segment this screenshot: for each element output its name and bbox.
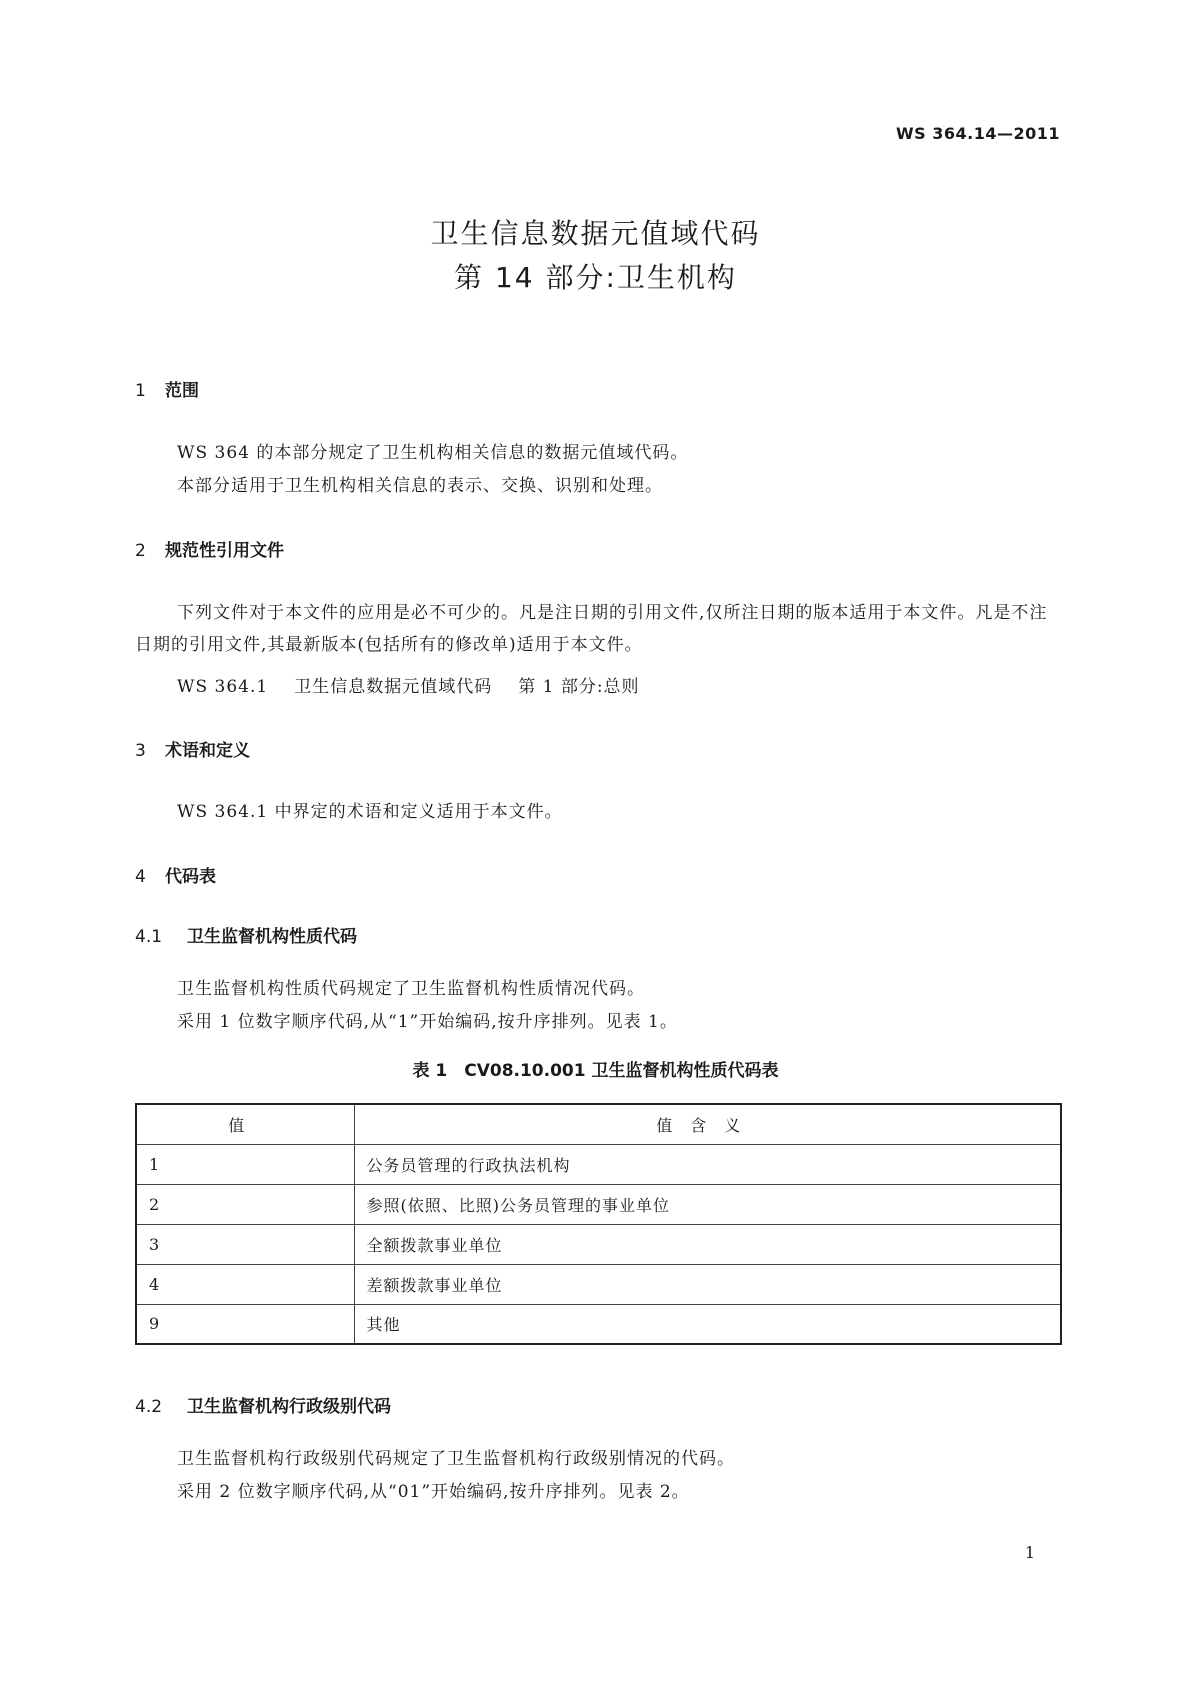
table-row xyxy=(136,1224,1061,1264)
table-row xyxy=(136,1144,1061,1184)
cell-value: 2 xyxy=(136,1184,354,1224)
table-row xyxy=(136,1304,1061,1344)
table-row xyxy=(136,1184,1061,1224)
reference-title: 卫生信息数据元值域代码 xyxy=(294,677,493,697)
section-number: 4 xyxy=(135,867,146,887)
section-2-paragraph-1: 下列文件对于本文件的应用是必不可少的。凡是注日期的引用文件,仅所注日期的版本适用于本文件。凡是不注日期的引用文件,其最新版本(包括所有的修改单)适用于本文件。 xyxy=(135,603,1048,655)
section-1-paragraph-1: WS 364 的本部分规定了卫生机构相关信息的数据元值域代码。 xyxy=(177,443,689,463)
section-1-paragraph-2: 本部分适用于卫生机构相关信息的表示、交换、识别和处理。 xyxy=(177,476,663,496)
section-1-heading xyxy=(135,376,199,401)
cell-meaning: 全额拨款事业单位 xyxy=(354,1224,1061,1264)
section-2-heading xyxy=(135,536,284,561)
section-4-heading xyxy=(135,862,216,887)
subsection-4-1-heading xyxy=(135,922,357,947)
cell-meaning: 差额拨款事业单位 xyxy=(354,1264,1061,1304)
section-title: 范围 xyxy=(165,381,199,401)
normative-reference xyxy=(177,672,640,697)
section-number: 2 xyxy=(135,541,146,561)
subsection-4-2-paragraph-1: 卫生监督机构行政级别代码规定了卫生监督机构行政级别情况的代码。 xyxy=(177,1449,735,1469)
cell-value: 3 xyxy=(136,1224,354,1264)
subsection-title: 卫生监督机构行政级别代码 xyxy=(187,1397,391,1417)
section-title: 代码表 xyxy=(165,867,216,887)
subsection-number: 4.2 xyxy=(135,1397,163,1417)
reference-code: WS 364.1 xyxy=(177,677,269,697)
cell-value: 1 xyxy=(136,1144,354,1184)
table-header-row xyxy=(136,1104,1061,1144)
subsection-title: 卫生监督机构性质代码 xyxy=(187,927,357,947)
cell-meaning: 参照(依照、比照)公务员管理的事业单位 xyxy=(354,1184,1061,1224)
section-number: 3 xyxy=(135,741,146,761)
cell-meaning: 公务员管理的行政执法机构 xyxy=(354,1144,1061,1184)
subsection-number: 4.1 xyxy=(135,927,163,947)
table-1 xyxy=(135,1103,1062,1345)
document-title-line1: 卫生信息数据元值域代码 xyxy=(430,217,761,250)
cell-meaning: 其他 xyxy=(354,1304,1061,1344)
cell-value: 9 xyxy=(136,1304,354,1344)
table-row xyxy=(136,1264,1061,1304)
cell-value: 4 xyxy=(136,1264,354,1304)
subsection-4-2-heading xyxy=(135,1392,391,1417)
page-number: 1 xyxy=(1024,1543,1035,1562)
column-header-value: 值 xyxy=(136,1104,354,1144)
table-1-caption: 表 1 CV08.10.001 卫生监督机构性质代码表 xyxy=(412,1061,779,1081)
section-number: 1 xyxy=(135,381,146,401)
column-header-meaning: 值含义 xyxy=(354,1104,1061,1144)
section-3-paragraph-1: WS 364.1 中界定的术语和定义适用于本文件。 xyxy=(177,802,563,822)
subsection-4-1-paragraph-2: 采用 1 位数字顺序代码,从“1”开始编码,按升序排列。见表 1。 xyxy=(177,1012,678,1032)
subsection-4-1-paragraph-1: 卫生监督机构性质代码规定了卫生监督机构性质情况代码。 xyxy=(177,979,645,999)
section-title: 术语和定义 xyxy=(165,741,250,761)
standard-number: WS 364.14—2011 xyxy=(895,124,1060,143)
document-title-line2: 第 14 部分:卫生机构 xyxy=(454,261,737,294)
section-3-heading xyxy=(135,736,250,761)
reference-part: 第 1 部分:总则 xyxy=(518,677,640,697)
section-title: 规范性引用文件 xyxy=(165,541,284,561)
subsection-4-2-paragraph-2: 采用 2 位数字顺序代码,从“01”开始编码,按升序排列。见表 2。 xyxy=(177,1482,690,1502)
